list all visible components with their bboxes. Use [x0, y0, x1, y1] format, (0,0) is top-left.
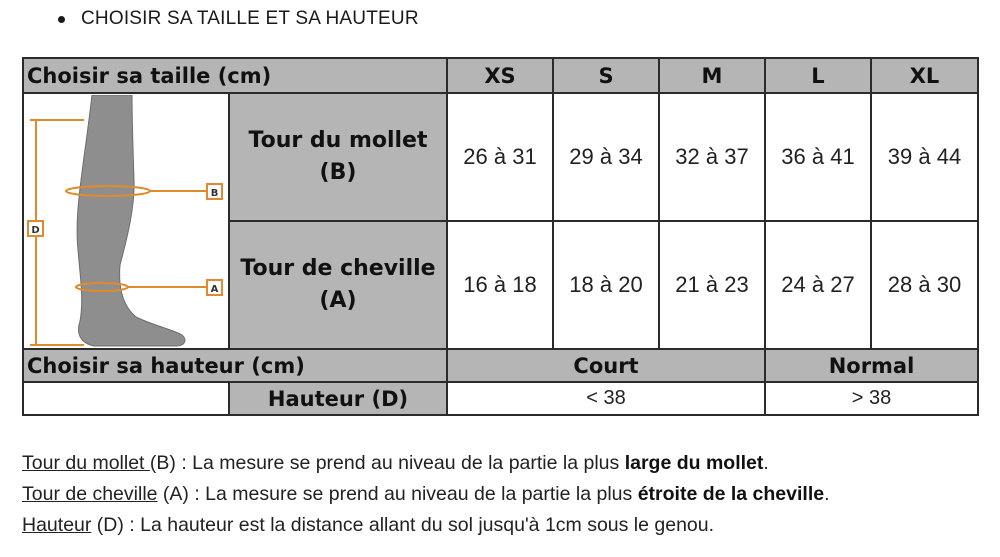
note-height-term: Hauteur: [22, 514, 92, 536]
calf-xs-value: 26 à 31: [447, 93, 553, 221]
ankle-label-line2: (A): [319, 288, 357, 313]
leg-illustration: [77, 95, 185, 346]
calf-label-line2: (B): [319, 160, 357, 185]
note-calf-term: Tour du mollet: [22, 452, 150, 474]
ankle-xs-value: 16 à 18: [447, 221, 553, 349]
size-s-header: S: [553, 58, 659, 93]
note-calf-text: (B) : La mesure se prend au niveau de la partie la plus: [149, 452, 625, 474]
size-xl-header: XL: [871, 58, 978, 93]
calf-l-value: 36 à 41: [765, 93, 871, 221]
size-xs-header: XS: [447, 58, 553, 93]
marker-d-label: D: [31, 225, 40, 236]
height-row-blank: [23, 382, 229, 415]
height-row-label: Hauteur (D): [229, 382, 447, 415]
note-height-text: (D) : La hauteur est la distance allant du sol jusqu'à 1cm sous le genou.: [91, 514, 715, 536]
note-ankle-text: (A) : La mesure se prend au niveau de la partie la plus: [157, 483, 638, 505]
height-header-label: Choisir sa hauteur (cm): [23, 349, 447, 382]
ankle-s-value: 18 à 20: [553, 221, 659, 349]
note-ankle-bold: étroite de la cheville: [637, 483, 825, 505]
calf-label: [229, 93, 447, 221]
calf-row: [23, 93, 978, 221]
height-normal-value: > 38: [765, 382, 978, 415]
height-short-value: < 38: [447, 382, 765, 415]
note-ankle-term: Tour de cheville: [22, 483, 158, 505]
calf-label-line1: Tour du mollet: [248, 128, 428, 153]
marker-b-label: B: [210, 188, 219, 199]
calf-s-value: 29 à 34: [553, 93, 659, 221]
size-table: [22, 57, 979, 416]
ankle-m-value: 21 à 23: [659, 221, 765, 349]
note-calf-bold: large du mollet: [624, 452, 764, 474]
ankle-l-value: 24 à 27: [765, 221, 871, 349]
note-ankle: [22, 479, 830, 510]
bullet-icon: [58, 16, 65, 23]
leg-diagram-cell: [23, 93, 229, 349]
ankle-xl-value: 28 à 30: [871, 221, 978, 349]
size-header-row: [23, 58, 978, 93]
ankle-label-line1: Tour de cheville: [240, 256, 436, 281]
height-row: [23, 382, 978, 415]
note-height: [22, 510, 830, 541]
section-heading: [58, 8, 419, 30]
height-header-row: [23, 349, 978, 382]
note-ankle-end: .: [824, 483, 830, 505]
note-calf: [22, 448, 830, 479]
measurement-notes: [22, 448, 830, 541]
size-l-header: L: [765, 58, 871, 93]
size-header-label: Choisir sa taille (cm): [23, 58, 447, 93]
marker-a-label: A: [210, 284, 219, 295]
section-heading-text: CHOISIR SA TAILLE ET SA HAUTEUR: [81, 8, 419, 29]
calf-xl-value: 39 à 44: [871, 93, 978, 221]
height-short-header: Court: [447, 349, 765, 382]
calf-m-value: 32 à 37: [659, 93, 765, 221]
ankle-label: [229, 221, 447, 349]
size-m-header: M: [659, 58, 765, 93]
leg-measurement-diagram: [24, 95, 226, 347]
note-calf-end: .: [763, 452, 769, 474]
height-normal-header: Normal: [765, 349, 978, 382]
